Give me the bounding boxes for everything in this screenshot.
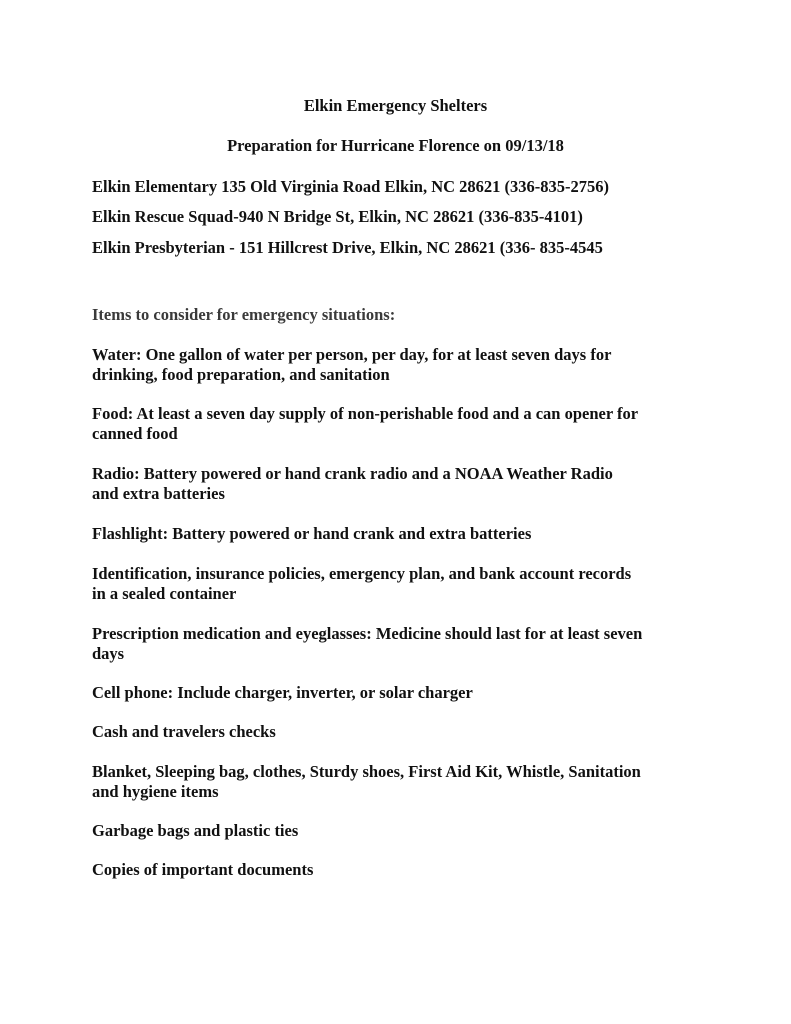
- list-item-line: drinking, food preparation, and sanitation: [92, 365, 390, 384]
- list-item-line: Copies of important documents: [92, 860, 314, 879]
- list-item-line: days: [92, 644, 125, 663]
- document-subtitle: Preparation for Hurricane Florence on 09/13/18: [227, 136, 564, 155]
- list-item-line: Identification, insurance policies, emergency plan, and bank account records: [92, 564, 632, 583]
- list-item: [92, 762, 712, 802]
- list-item-line: in a sealed container: [92, 584, 237, 603]
- list-item-line: and extra batteries: [92, 484, 225, 503]
- list-item: [92, 404, 712, 444]
- list-item-line: Cash and travelers checks: [92, 722, 276, 741]
- list-item: [92, 860, 712, 880]
- list-item: [92, 683, 712, 703]
- shelter-line: Elkin Rescue Squad-940 N Bridge St, Elkin, NC 28621 (336-835-4101): [92, 207, 583, 226]
- list-item-line: Blanket, Sleeping bag, clothes, Sturdy shoes, First Aid Kit, Whistle, Sanitation: [92, 762, 641, 781]
- list-item-line: Radio: Battery powered or hand crank radio and a NOAA Weather Radio: [92, 464, 613, 483]
- list-item: [92, 722, 712, 742]
- list-item: [92, 624, 712, 664]
- list-item-line: canned food: [92, 424, 178, 443]
- list-item: [92, 345, 712, 385]
- document-title: Elkin Emergency Shelters: [303, 96, 488, 115]
- list-item: [92, 821, 712, 841]
- list-item: [92, 464, 712, 504]
- items-heading: Items to consider for emergency situations:: [92, 305, 396, 324]
- list-item-line: Flashlight: Battery powered or hand crank and extra batteries: [92, 524, 532, 543]
- list-item-line: Water: One gallon of water per person, per day, for at least seven days for: [92, 345, 612, 364]
- list-item-line: Food: At least a seven day supply of non-perishable food and a can opener for: [92, 404, 639, 423]
- shelter-line: Elkin Elementary 135 Old Virginia Road Elkin, NC 28621 (336-835-2756): [92, 177, 610, 196]
- list-item-line: Cell phone: Include charger, inverter, or solar charger: [92, 683, 473, 702]
- list-item: [92, 564, 712, 604]
- list-item-line: Garbage bags and plastic ties: [92, 821, 299, 840]
- list-item: [92, 524, 712, 544]
- list-item-line: and hygiene items: [92, 782, 219, 801]
- list-item-line: Prescription medication and eyeglasses: Medicine should last for at least seven: [92, 624, 643, 643]
- shelter-line: Elkin Presbyterian - 151 Hillcrest Drive, Elkin, NC 28621 (336- 835-4545: [92, 238, 603, 257]
